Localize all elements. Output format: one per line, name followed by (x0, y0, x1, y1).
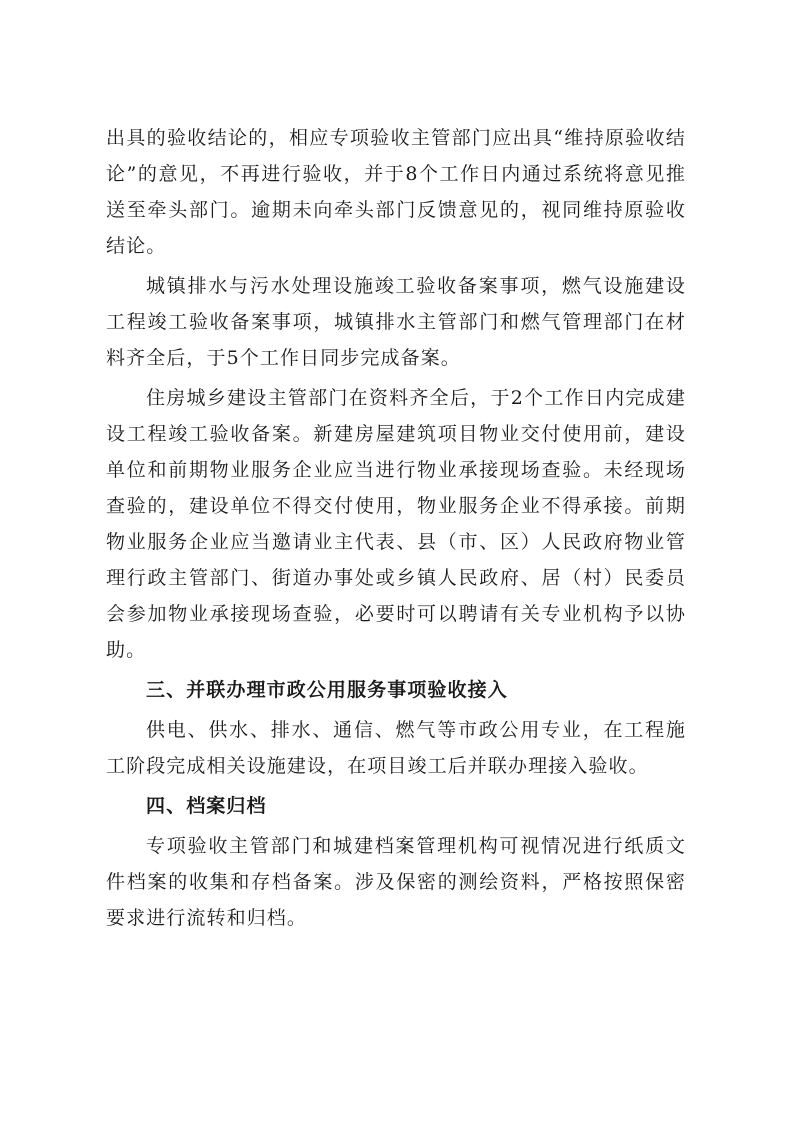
paragraph-3: 住房城乡建设主管部门在资料齐全后，于2个工作日内完成建设工程竣工验收备案。新建房屋建筑项目物业交付使用前，建设单位和前期物业服务企业应当进行物业承接现场查验。未经现场查验的，建设单位不得交付使用，物业服务企业不得承接。前期物业服务企业应当邀请业主代表、县（市、区）人民政府物业管理行政主管部门、街道办事处或乡镇人民政府、居（村）民委员会参加物业承接现场查验，必要时可以聘请有关专业机构予以协助。 (106, 387, 686, 661)
paragraph-4: 供电、供水、排水、通信、燃气等市政公用专业，在工程施工阶段完成相关设施建设，在项目竣工后并联办理接入验收。 (106, 719, 686, 777)
paragraph-5: 专项验收主管部门和城建档案管理机构可视情况进行纸质文件档案的收集和存档备案。涉及保密的测绘资料，严格按照保密要求进行流转和归档。 (106, 835, 686, 929)
paragraph-1: 出具的验收结论的，相应专项验收主管部门应出具“维持原验收结论”的意见，不再进行验收，并于8个工作日内通过系统将意见推送至牵头部门。逾期未向牵头部门反馈意见的，视同维持原验收结论。 (106, 127, 686, 257)
section-heading-3: 三、并联办理市政公用服务事项验收接入 (146, 679, 508, 701)
paragraph-2: 城镇排水与污水处理设施竣工验收备案事项，燃气设施建设工程竣工验收备案事项，城镇排水主管部门和燃气管理部门在材料齐全后，于5个工作日同步完成备案。 (106, 275, 686, 369)
document-body (106, 120, 686, 940)
section-heading-4: 四、档案归档 (146, 795, 267, 817)
